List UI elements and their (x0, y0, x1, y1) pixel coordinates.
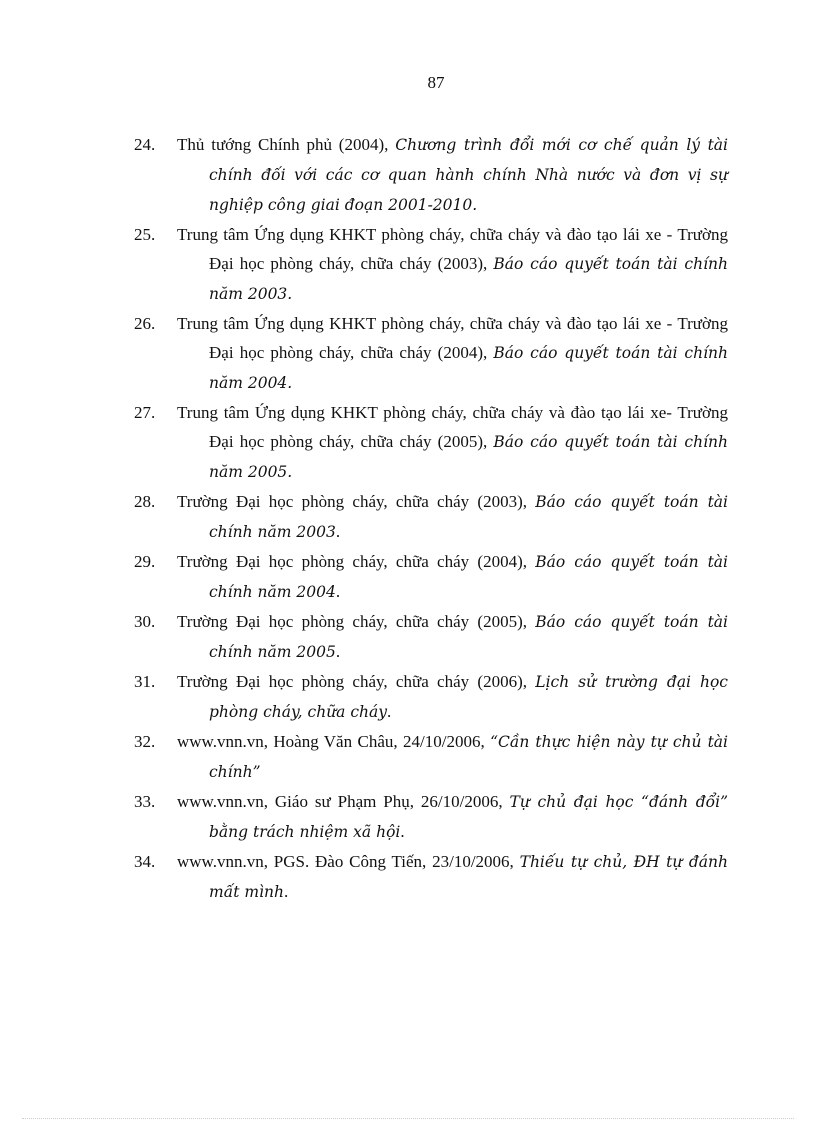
reference-item (134, 667, 728, 727)
reference-author-source: Trường Đại học phòng cháy, chữa cháy (2005), (177, 612, 536, 631)
reference-tail: . (400, 822, 405, 841)
reference-tail: . (387, 702, 392, 721)
reference-item (134, 547, 728, 607)
page-bottom-divider (22, 1118, 794, 1119)
reference-number: 33. (134, 792, 156, 811)
reference-text (177, 787, 728, 847)
reference-author-source: Trung tâm Ứng dụng KHKT phòng cháy, chữa cháy và đào tạo lái xe - Trường Đại học phòng cháy, chữa cháy (2003), (177, 225, 728, 273)
reference-text (177, 547, 729, 607)
reference-author-source: www.vnn.vn, Giáo sư Phạm Phụ, 26/10/2006, (177, 792, 510, 811)
reference-author-source: www.vnn.vn, PGS. Đào Công Tiến, 23/10/2006, (177, 852, 520, 871)
reference-number: 30. (134, 612, 156, 631)
reference-author-source: Thủ tướng Chính phủ (2004), (177, 135, 396, 154)
reference-author-source: www.vnn.vn, Hoàng Văn Châu, 24/10/2006, (177, 732, 491, 751)
page-number: 87 (427, 73, 445, 92)
reference-item (134, 787, 728, 847)
reference-text (177, 398, 728, 487)
reference-title: Lịch sử trường đại học phòng cháy, chữa cháy (209, 673, 728, 721)
reference-title: Chương trình đổi mới cơ chế quản lý tài chính đối với các cơ quan hành chính Nhà nước và đơn vị sự nghiệp công giai đoạn 2001-2010. (209, 136, 728, 214)
reference-text (177, 220, 728, 309)
reference-item (134, 727, 728, 787)
reference-text (177, 847, 728, 907)
reference-text (177, 727, 728, 787)
reference-number: 32. (134, 732, 156, 751)
reference-number: 28. (134, 492, 156, 511)
reference-tail: . (335, 582, 341, 601)
reference-number: 25. (134, 225, 156, 244)
reference-text (177, 667, 728, 727)
reference-title: Báo cáo quyết toán tài chính năm 2005. (209, 433, 728, 481)
reference-number: 34. (134, 852, 156, 871)
reference-author-source: Trung tâm Ứng dụng KHKT phòng cháy, chữa cháy và đào tạo lái xe - Trường Đại học phòng cháy, chữa cháy (2004), (177, 314, 728, 362)
reference-item (134, 487, 728, 547)
reference-title: Thiếu tự chủ, ĐH tự đánh mất mình (209, 853, 728, 901)
reference-title: Tự chủ đại học “đánh đổi” bằng trách nhiệm xã hội (209, 793, 728, 841)
reference-item (134, 220, 728, 309)
reference-title: Báo cáo quyết toán tài chính năm 2005 (209, 613, 729, 661)
reference-number: 26. (134, 314, 156, 333)
reference-author-source: Trường Đại học phòng cháy, chữa cháy (2003), (177, 492, 536, 511)
reference-item (134, 130, 728, 220)
reference-number: 27. (134, 403, 156, 422)
reference-item (134, 607, 728, 667)
reference-text (177, 130, 728, 220)
reference-tail: . (335, 642, 341, 661)
reference-number: 24. (134, 135, 156, 154)
reference-author-source: Trung tâm Ứng dụng KHKT phòng cháy, chữa cháy và đào tạo lái xe- Trường Đại học phòng cháy, chữa cháy (2005), (177, 403, 728, 451)
reference-text (177, 309, 728, 398)
reference-number: 31. (134, 672, 156, 691)
reference-title: “Cần thực hiện này tự chủ tài chính” (209, 733, 728, 781)
reference-title: Báo cáo quyết toán tài chính năm 2004. (209, 344, 728, 392)
reference-author-source: Trường Đại học phòng cháy, chữa cháy (2004), (177, 552, 536, 571)
reference-tail: . (283, 882, 289, 901)
reference-item (134, 309, 728, 398)
reference-author-source: Trường Đại học phòng cháy, chữa cháy (2006), (177, 672, 536, 691)
reference-tail: . (335, 522, 341, 541)
reference-item (134, 398, 728, 487)
reference-item (134, 847, 728, 907)
reference-text (177, 607, 729, 667)
reference-title: Báo cáo quyết toán tài chính năm 2003 (209, 493, 729, 541)
reference-text (177, 487, 729, 547)
reference-number: 29. (134, 552, 156, 571)
reference-list (134, 130, 728, 907)
reference-title: Báo cáo quyết toán tài chính năm 2004 (209, 553, 729, 601)
reference-title: Báo cáo quyết toán tài chính năm 2003. (209, 255, 728, 303)
